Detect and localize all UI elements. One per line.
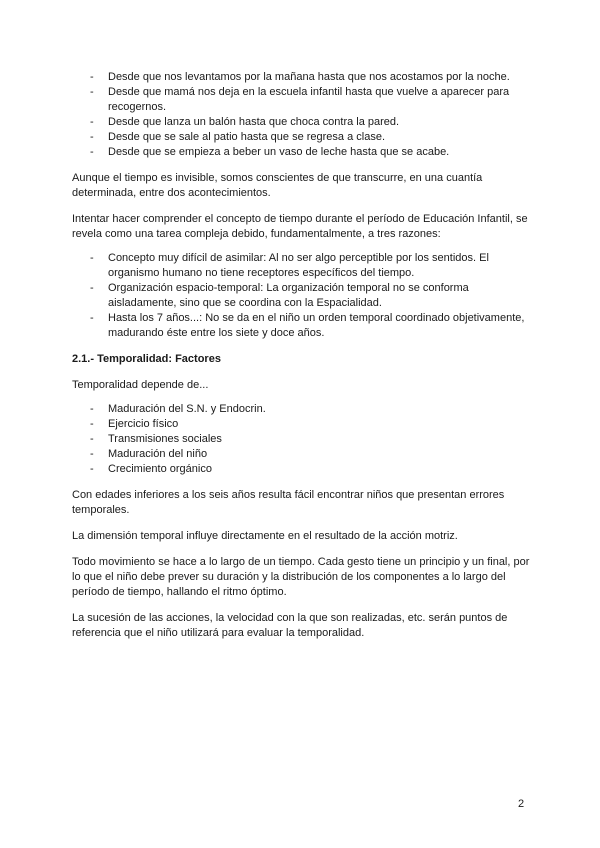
list-item: - Ejercicio físico: [72, 417, 530, 432]
paragraph-movement-time: Todo movimiento se hace a lo largo de un tiempo. Cada gesto tiene un principio y un final, por lo que el niño debe prever su duración y la distribución de los componentes a lo largo del período de tiempo, hallando el ritmo óptimo.: [72, 556, 530, 598]
list-item: - Desde que mamá nos deja en la escuela infantil hasta que vuelve a aparecer para recogernos.: [72, 85, 530, 115]
paragraph-temporal-dimension: La dimensión temporal influye directamente en el resultado de la acción motriz.: [72, 530, 458, 542]
page-number: 2: [518, 798, 525, 810]
list-item: - Desde que se sale al patio hasta que se regresa a clase.: [72, 130, 530, 145]
list-item: - Maduración del niño: [72, 447, 530, 462]
list-item: - Hasta los 7 años...: No se da en el niño un orden temporal coordinado objetivamente, madurando éste entre los siete y doce años.: [72, 311, 530, 341]
reasons-list: [72, 251, 530, 341]
list-item: - Maduración del S.N. y Endocrin.: [72, 402, 530, 417]
list-item: - Desde que se empieza a beber un vaso de leche hasta que se acabe.: [72, 145, 530, 160]
page-content: [72, 70, 530, 641]
list-item: - Desde que lanza un balón hasta que choca contra la pared.: [72, 115, 530, 130]
moments-list: [72, 70, 530, 160]
paragraph-three-reasons: Intentar hacer comprender el concepto de tiempo durante el período de Educación Infantil, se revela como una tarea compleja debido, fundamentalmente, a tres razones:: [72, 213, 528, 240]
section-heading: 2.1.- Temporalidad: Factores: [72, 353, 221, 365]
list-item: - Transmisiones sociales: [72, 432, 530, 447]
list-item: - Organización espacio-temporal: La organización temporal no se conforma aisladamente, sino que se coordina con la Espacialidad.: [72, 281, 530, 311]
list-item: - Crecimiento orgánico: [72, 462, 530, 477]
paragraph-actions-sequence: La sucesión de las acciones, la velocidad con la que son realizadas, etc. serán puntos de referencia que el niño utilizará para evaluar la temporalidad.: [72, 612, 508, 639]
factors-list: [72, 402, 530, 477]
paragraph-age-errors: Con edades inferiores a los seis años resulta fácil encontrar niños que presentan errores temporales.: [72, 489, 505, 516]
list-item: - Desde que nos levantamos por la mañana hasta que nos acostamos por la noche.: [72, 70, 530, 85]
paragraph-depends-on: Temporalidad depende de...: [72, 379, 209, 391]
paragraph-invisible-time: Aunque el tiempo es invisible, somos conscientes de que transcurre, en una cuantía determinada, entre dos acontecimientos.: [72, 172, 483, 199]
list-item: - Concepto muy difícil de asimilar: Al no ser algo perceptible por los sentidos. El organismo humano no tiene receptores específicos del tiempo.: [72, 251, 530, 281]
